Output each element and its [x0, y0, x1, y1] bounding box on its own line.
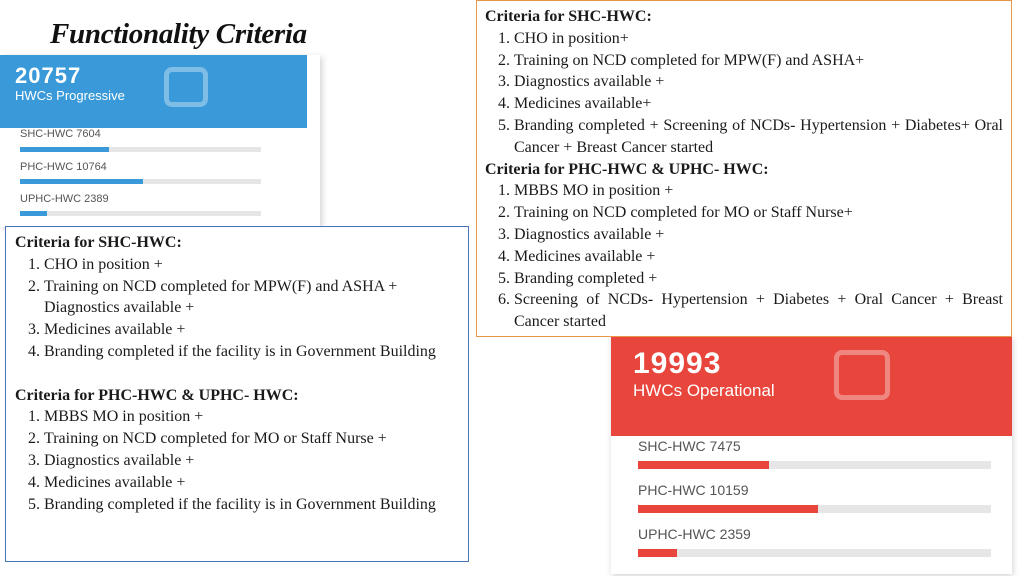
list-item: 1. MBBS MO in position + — [44, 406, 460, 428]
operational-stat-phc: PHC-HWC 10159 — [638, 482, 749, 498]
operational-label: HWCs Operational — [633, 381, 775, 400]
list-item: 1. CHO in position + — [44, 254, 460, 276]
hwc-operational-card — [611, 336, 1012, 574]
progressive-bar-phc — [20, 179, 261, 184]
list-item: 2. Training on NCD completed for MO or Staff Nurse + — [44, 428, 460, 450]
progressive-count: 20757 — [15, 63, 82, 88]
list-item: 2. Training on NCD completed for MPW(F) and ASHA+ — [514, 50, 1003, 72]
criteria-box-right — [476, 0, 1012, 337]
operational-count: 19993 — [633, 347, 722, 380]
list-item: 5. Branding completed + Screening of NCDs- Hypertension + Diabetes+ Oral Cancer + Breast Cancer started — [514, 115, 1003, 159]
phc-criteria-list — [485, 180, 1003, 333]
progressive-stat-phc: PHC-HWC 10764 — [20, 161, 107, 173]
shc-criteria-list — [15, 254, 460, 363]
phc-criteria-list — [15, 406, 460, 515]
criteria-box-left — [5, 226, 469, 562]
progressive-label: HWCs Progressive — [15, 88, 125, 103]
list-item: 1. MBBS MO in position + — [514, 180, 1003, 202]
list-item: 2. Training on NCD completed for MPW(F) and ASHA + Diagnostics available + — [44, 276, 460, 320]
progressive-bar-shc — [20, 147, 261, 152]
list-item: 2. Training on NCD completed for MO or Staff Nurse+ — [514, 202, 1003, 224]
operational-bar-uphc — [638, 549, 991, 557]
list-item: 3. Diagnostics available + — [44, 450, 460, 472]
checkbox-icon — [164, 67, 208, 107]
operational-bar-phc — [638, 505, 991, 513]
operational-bar-shc — [638, 461, 991, 469]
list-item: 3. Medicines available + — [44, 319, 460, 341]
list-item: 4. Medicines available+ — [514, 93, 1003, 115]
spacer — [15, 363, 460, 385]
checkbox-icon — [834, 350, 890, 400]
list-item: 5. Branding completed + — [514, 268, 1003, 290]
hwc-progressive-card — [0, 55, 320, 227]
list-item: 4. Medicines available + — [44, 472, 460, 494]
phc-criteria-heading: Criteria for PHC-HWC & UPHC- HWC: — [485, 160, 769, 178]
progressive-card-header — [0, 55, 307, 128]
list-item: 4. Medicines available + — [514, 246, 1003, 268]
shc-criteria-list — [485, 28, 1003, 159]
operational-card-header — [611, 336, 1012, 436]
phc-criteria-heading: Criteria for PHC-HWC & UPHC- HWC: — [15, 386, 299, 404]
list-item: 3. Diagnostics available + — [514, 224, 1003, 246]
list-item: 5. Branding completed if the facility is in Government Building — [44, 494, 460, 516]
operational-stat-uphc: UPHC-HWC 2359 — [638, 526, 751, 542]
page-title: Functionality Criteria — [50, 18, 307, 50]
list-item: 4. Branding completed if the facility is in Government Building — [44, 341, 460, 363]
list-item: 6. Screening of NCDs- Hypertension + Diabetes + Oral Cancer + Breast Cancer started — [514, 289, 1003, 333]
list-item: 3. Diagnostics available + — [514, 71, 1003, 93]
progressive-stat-uphc: UPHC-HWC 2389 — [20, 193, 109, 205]
shc-criteria-heading: Criteria for SHC-HWC: — [15, 234, 182, 251]
progressive-bar-uphc — [20, 211, 261, 216]
list-item: 1. CHO in position+ — [514, 28, 1003, 50]
progressive-stat-shc: SHC-HWC 7604 — [20, 128, 101, 140]
operational-stat-shc: SHC-HWC 7475 — [638, 438, 741, 454]
shc-criteria-heading: Criteria for SHC-HWC: — [485, 8, 652, 25]
